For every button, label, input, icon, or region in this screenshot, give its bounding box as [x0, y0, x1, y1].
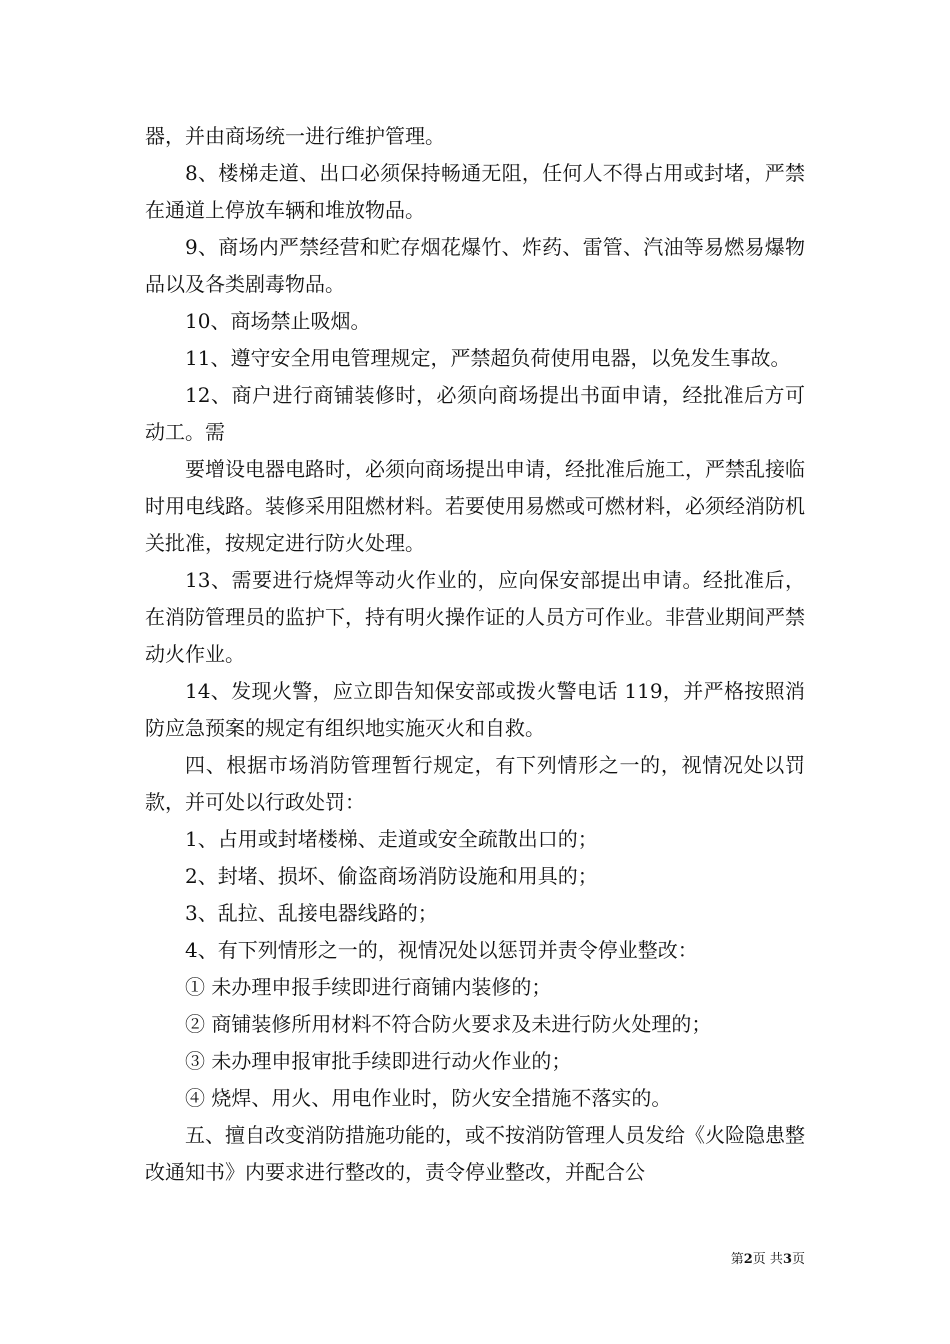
paragraph: 11、遵守安全用电管理规定，严禁超负荷使用电器，以免发生事故。: [185, 346, 791, 370]
paragraph: 10、商场禁止吸烟。: [185, 309, 371, 333]
footer-middle: 页 共: [752, 1252, 783, 1267]
paragraph: 8、楼梯走道、出口必须保持畅通无阻，任何人不得占用或封堵，严禁在通道上停放车辆和堆放物品。: [145, 161, 805, 222]
list-item: 1、占用或封堵楼梯、走道或安全疏散出口的；: [185, 827, 598, 851]
page-footer: [0, 1248, 805, 1267]
sub-list-item: ② 商铺装修所用材料不符合防火要求及未进行防火处理的；: [185, 1012, 712, 1036]
paragraph: 器，并由商场统一进行维护管理。: [145, 124, 445, 148]
paragraph: 12、商户进行商铺装修时，必须向商场提出书面申请，经批准后方可动工。需: [145, 383, 805, 444]
footer-suffix: 页: [791, 1252, 805, 1267]
list-item: 4、有下列情形之一的，视情况处以惩罚并责令停业整改：: [185, 938, 698, 962]
sub-list-item: ③ 未办理申报审批手续即进行动火作业的；: [185, 1049, 572, 1073]
paragraph: 14、发现火警，应立即告知保安部或拨火警电话 119，并严格按照消防应急预案的规定有组织地实施灭火和自救。: [145, 679, 805, 740]
sub-list-item: ④ 烧焊、用火、用电作业时，防火安全措施不落实的。: [185, 1086, 672, 1110]
total-pages-number: 3: [782, 1252, 792, 1267]
paragraph: 要增设电器电路时，必须向商场提出申请，经批准后施工，严禁乱接临时用电线路。装修采用阻燃材料。若要使用易燃或可燃材料，必须经消防机关批准，按规定进行防火处理。: [145, 457, 805, 555]
sub-list-item: ① 未办理申报手续即进行商铺内装修的；: [185, 975, 552, 999]
paragraph: 五、擅自改变消防措施功能的，或不按消防管理人员发给《火险隐患整改通知书》内要求进行整改的，责令停业整改，并配合公: [145, 1123, 805, 1184]
footer-prefix: 第: [730, 1252, 744, 1267]
list-item: 3、乱拉、乱接电器线路的；: [185, 901, 438, 925]
document-body: [145, 118, 805, 1191]
paragraph: 四、根据市场消防管理暂行规定，有下列情形之一的，视情况处以罚款，并可处以行政处罚：: [145, 753, 805, 814]
paragraph: 9、商场内严禁经营和贮存烟花爆竹、炸药、雷管、汽油等易燃易爆物品以及各类剧毒物品。: [145, 235, 805, 296]
list-item: 2、封堵、损坏、偷盗商场消防设施和用具的；: [185, 864, 598, 888]
current-page-number: 2: [743, 1252, 753, 1267]
paragraph: 13、需要进行烧焊等动火作业的，应向保安部提出申请。经批准后，在消防管理员的监护下，持有明火操作证的人员方可作业。非营业期间严禁动火作业。: [145, 568, 805, 666]
